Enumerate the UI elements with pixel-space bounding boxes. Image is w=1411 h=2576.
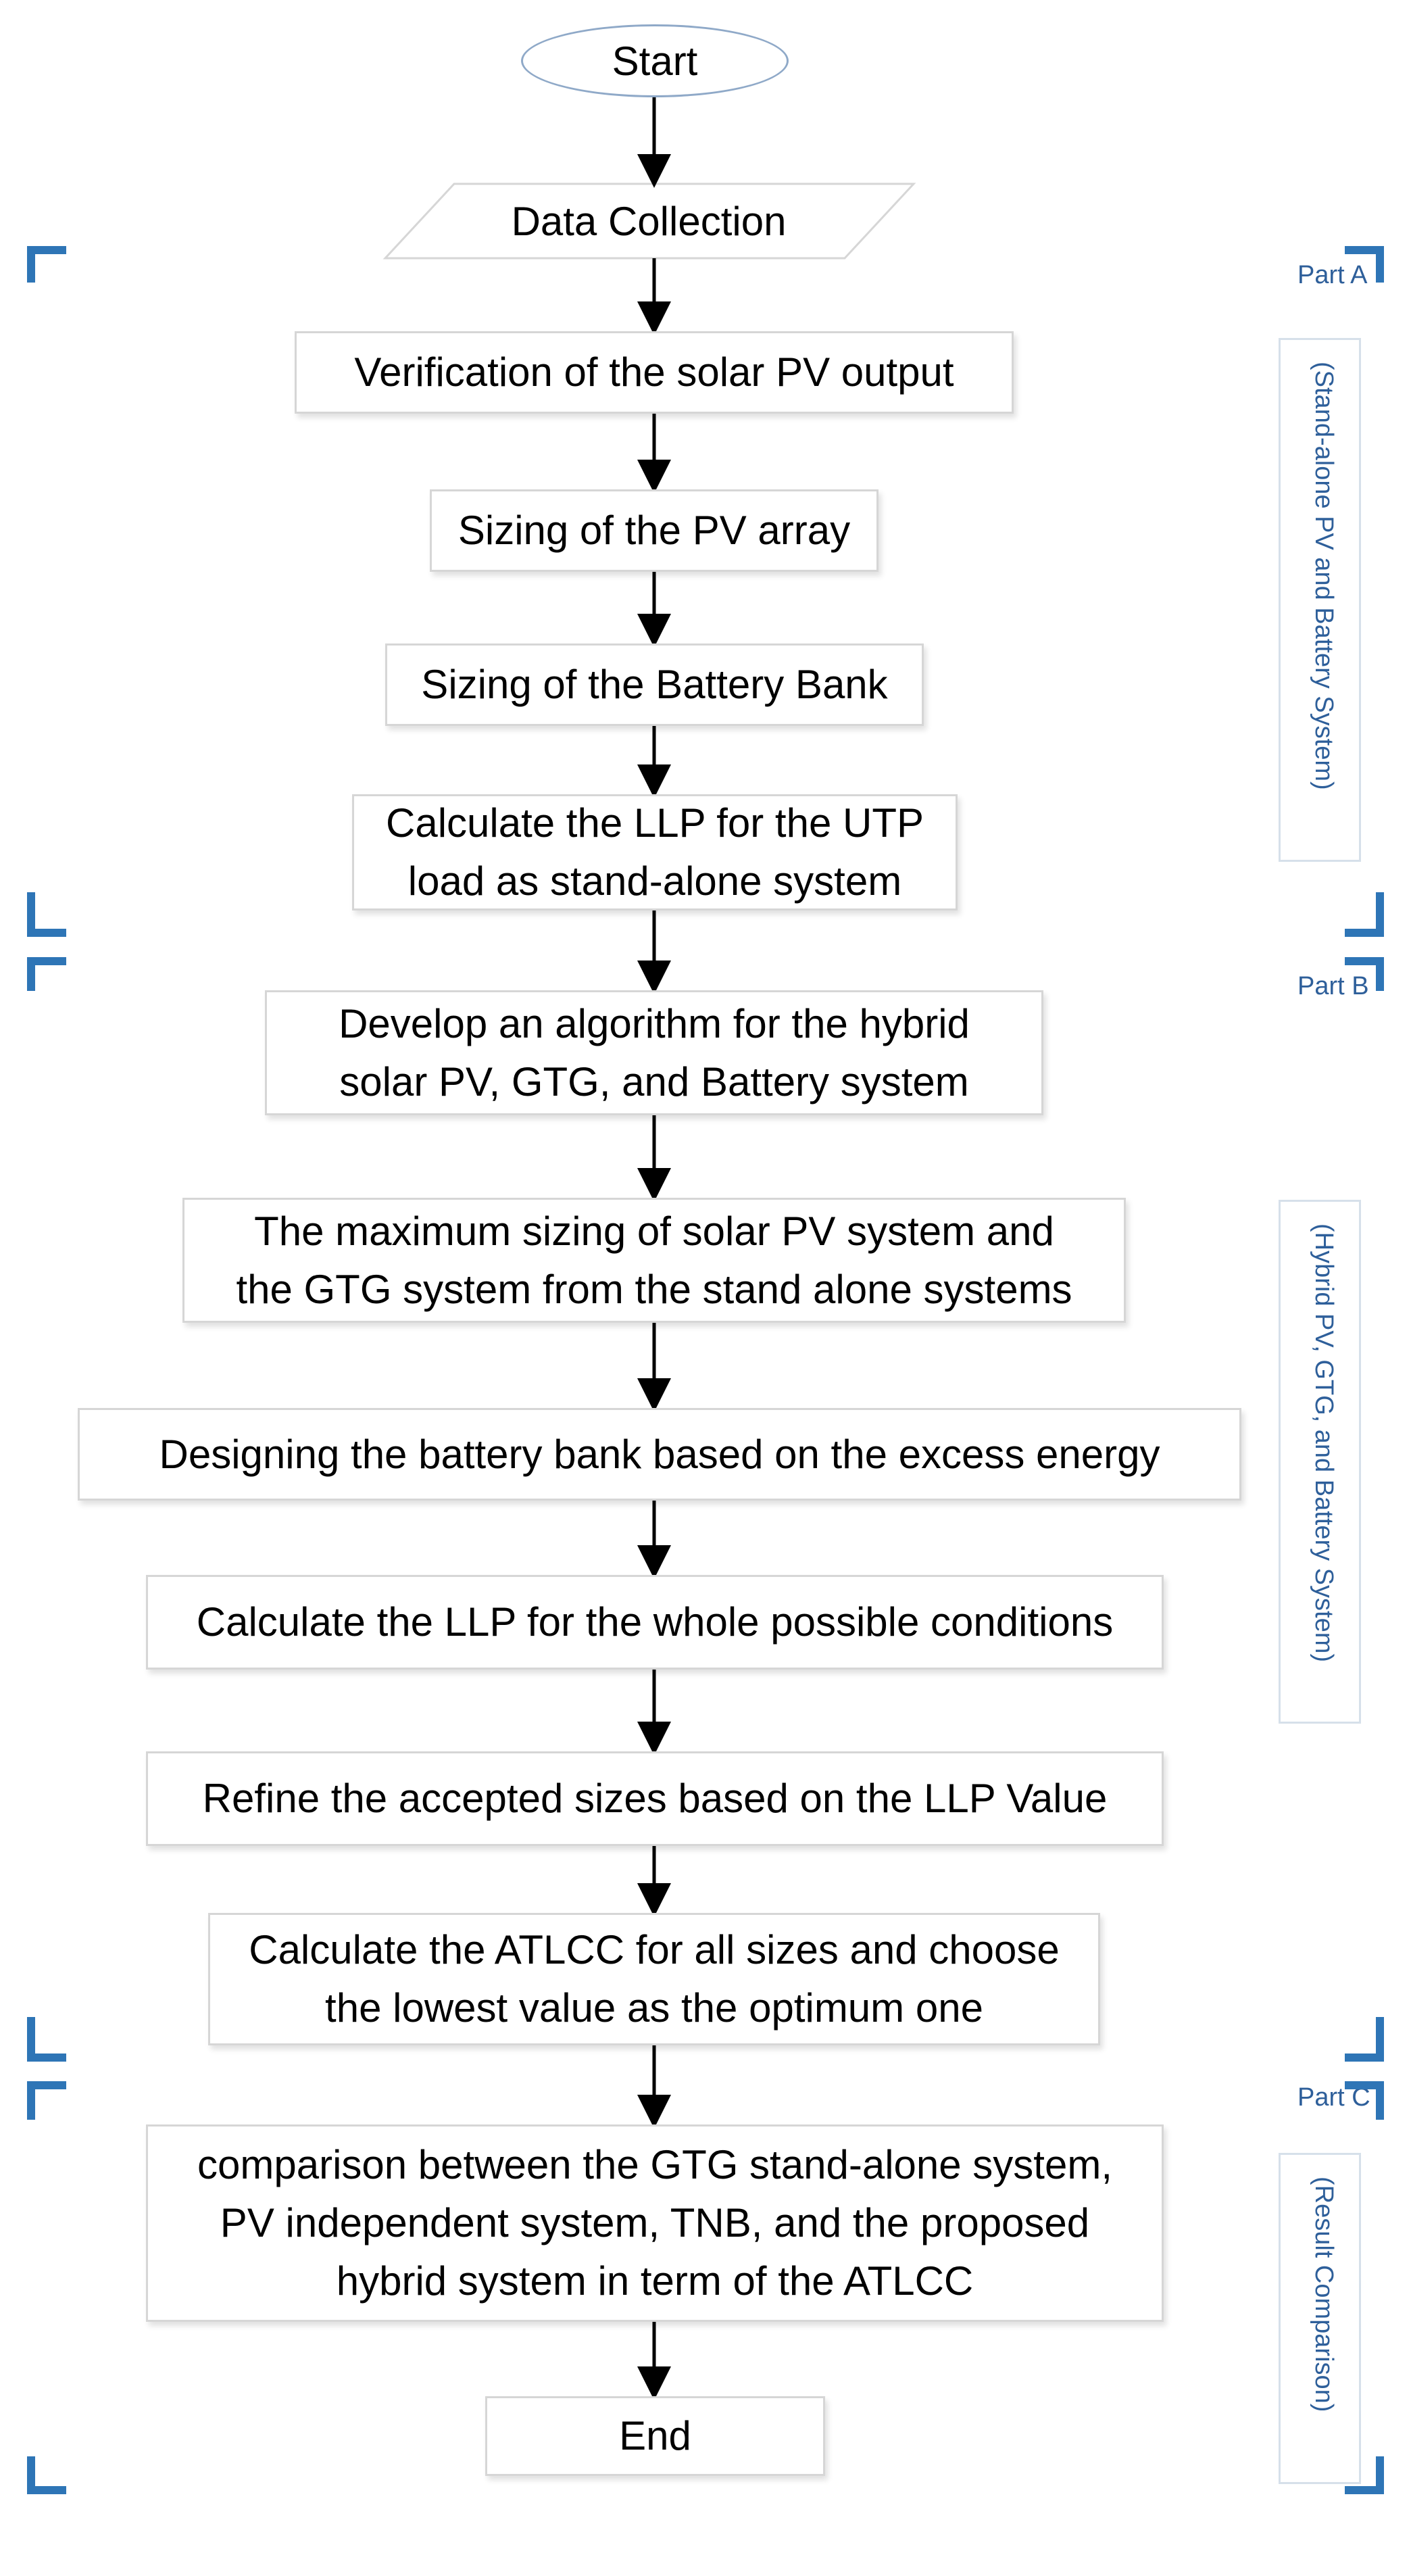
data-collection-label	[405, 184, 892, 258]
step-comparison	[146, 2124, 1164, 2322]
step-text: Calculate the LLP for the UTP	[386, 800, 924, 846]
part-c-description: (Result Comparison)	[1310, 2177, 1338, 2412]
step-text: Calculate the LLP for the whole possible conditions	[196, 1599, 1114, 1645]
step-text: Refine the accepted sizes based on the LLP Value	[202, 1776, 1108, 1821]
step-text: the lowest value as the optimum one	[325, 1985, 983, 2031]
step-text: comparison between the GTG stand-alone system,	[197, 2142, 1112, 2187]
part-b-description: (Hybrid PV, GTG, and Battery System)	[1310, 1223, 1338, 1663]
step-text: Designing the battery bank based on the excess energy	[159, 1431, 1160, 1477]
step-design-battery-bank	[78, 1408, 1241, 1501]
part-c-label: Part C	[1297, 2083, 1370, 2112]
step-calculate-atlcc	[208, 1913, 1100, 2045]
step-maximum-sizing	[182, 1198, 1126, 1323]
part-a-label: Part A	[1297, 261, 1368, 289]
data-collection-text: Data Collection	[511, 198, 787, 244]
step-calculate-llp-standalone	[352, 794, 958, 910]
step-text: the GTG system from the stand alone systems	[236, 1266, 1072, 1312]
step-text: load as stand-alone system	[407, 858, 902, 904]
step-sizing-pv-array	[430, 489, 878, 572]
step-develop-algorithm	[265, 990, 1043, 1115]
step-verification	[295, 331, 1014, 414]
part-a-description: (Stand-alone PV and Battery System)	[1310, 362, 1338, 790]
start-terminal	[521, 24, 789, 97]
step-text: Develop an algorithm for the hybrid	[339, 1000, 970, 1046]
step-text: Verification of the solar PV output	[354, 349, 954, 395]
end-label: End	[619, 2413, 691, 2458]
step-text: solar PV, GTG, and Battery system	[339, 1059, 969, 1104]
step-text: The maximum sizing of solar PV system and	[254, 1208, 1054, 1254]
part-b-label: Part B	[1297, 972, 1369, 1000]
step-refine-sizes	[146, 1751, 1164, 1846]
start-label: Start	[612, 38, 698, 84]
step-text: Sizing of the Battery Bank	[421, 662, 888, 707]
end-terminal	[485, 2396, 825, 2476]
step-text: PV independent system, TNB, and the proposed	[220, 2200, 1090, 2245]
step-sizing-battery-bank	[385, 643, 924, 726]
step-text: Calculate the ATLCC for all sizes and choose	[249, 1927, 1060, 1972]
step-calculate-llp-conditions	[146, 1575, 1164, 1670]
step-text: hybrid system in term of the ATLCC	[336, 2258, 974, 2304]
step-text: Sizing of the PV array	[457, 508, 851, 553]
